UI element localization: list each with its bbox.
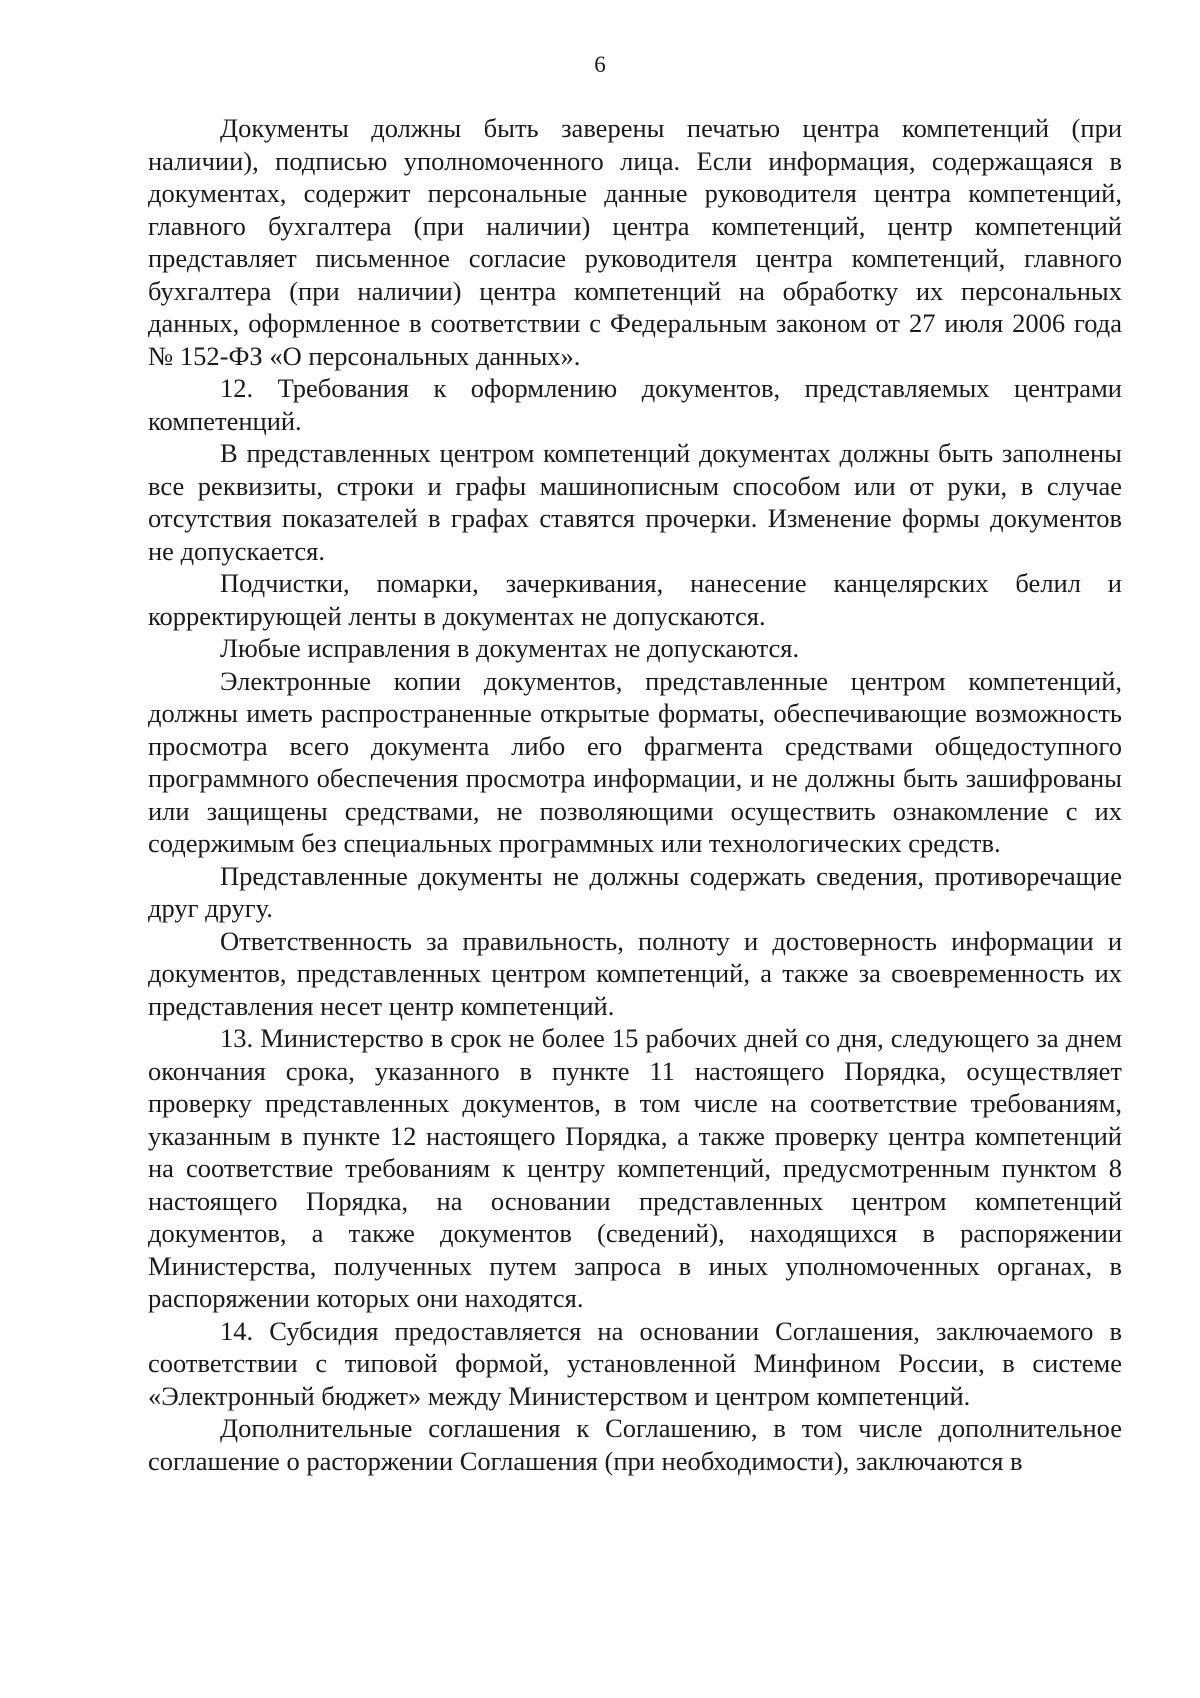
- paragraph-requisites: В представленных центром компетенций документах должны быть заполнены все реквизиты, строки и графы машинописным способом или от руки, в случае отсутствия показателей в графах ставятся прочерки. Изменение формы документов не допускается.: [148, 438, 1122, 566]
- paragraph-item-12: 12. Требования к оформлению документов, представляемых центрами компетенций.: [148, 373, 1122, 436]
- paragraph-additional-agreements: Дополнительные соглашения к Соглашению, в том числе дополнительное соглашение о расторжении Соглашения (при необходимости), заключаются в: [148, 1413, 1122, 1476]
- paragraph-corrections: Любые исправления в документах не допускаются.: [220, 633, 800, 663]
- paragraph-item-13: 13. Министерство в срок не более 15 рабочих дней со дня, следующего за днем окончания срока, указанного в пункте 11 настоящего Порядка, осуществляет проверку представленных документов, в том числе на соответствие требованиям, указанным в пункте 12 настоящего Порядка, а также проверку центра компетенций на соответствие требованиям к центру компетенций, предусмотренным пунктом 8 настоящего Порядка, на основании представленных центром компетенций документов, а также документов (сведений), находящихся в распоряжении Министерства, полученных путем запроса в иных уполномоченных органах, в распоряжении которых они находятся.: [148, 1023, 1122, 1313]
- paragraph-documents-certification: Документы должны быть заверены печатью центра компетенций (при наличии), подписью уполномоченного лица. Если информация, содержащаяся в документах, содержит персональные данные руководителя центра компетенций, главного бухгалтера (при наличии) центра компетенций, центр компетенций представляет письменное согласие руководителя центра компетенций, главного бухгалтера (при наличии) центра компетенций на обработку их персональных данных, оформленное в соответствии с Федеральным законом от 27 июля 2006 года № 152-ФЗ «О персональных данных».: [148, 113, 1122, 371]
- document-body: [148, 112, 1122, 1477]
- paragraph-item-14: 14. Субсидия предоставляется на основании Соглашения, заключаемого в соответствии с типовой формой, установленной Минфином России, в системе «Электронный бюджет» между Министерством и центром компетенций.: [148, 1315, 1122, 1411]
- paragraph-erasures: Подчистки, помарки, зачеркивания, нанесение канцелярских белил и корректирующей ленты в документах не допускаются.: [148, 568, 1122, 631]
- paragraph-no-contradictions: Представленные документы не должны содержать сведения, противоречащие друг другу.: [148, 860, 1122, 923]
- paragraph-electronic-copies: Электронные копии документов, представленные центром компетенций, должны иметь распространенные открытые форматы, обеспечивающие возможность просмотра всего документа либо его фрагмента средствами общедоступного программного обеспечения просмотра информации, и не должны быть зашифрованы или защищены средствами, не позволяющими осуществить ознакомление с их содержимым без специальных программных или технологических средств.: [148, 665, 1122, 858]
- page-number: 6: [594, 52, 606, 77]
- paragraph-responsibility: Ответственность за правильность, полноту и достоверность информации и документов, представленных центром компетенций, а также за своевременность их представления несет центр компетенций.: [148, 925, 1122, 1021]
